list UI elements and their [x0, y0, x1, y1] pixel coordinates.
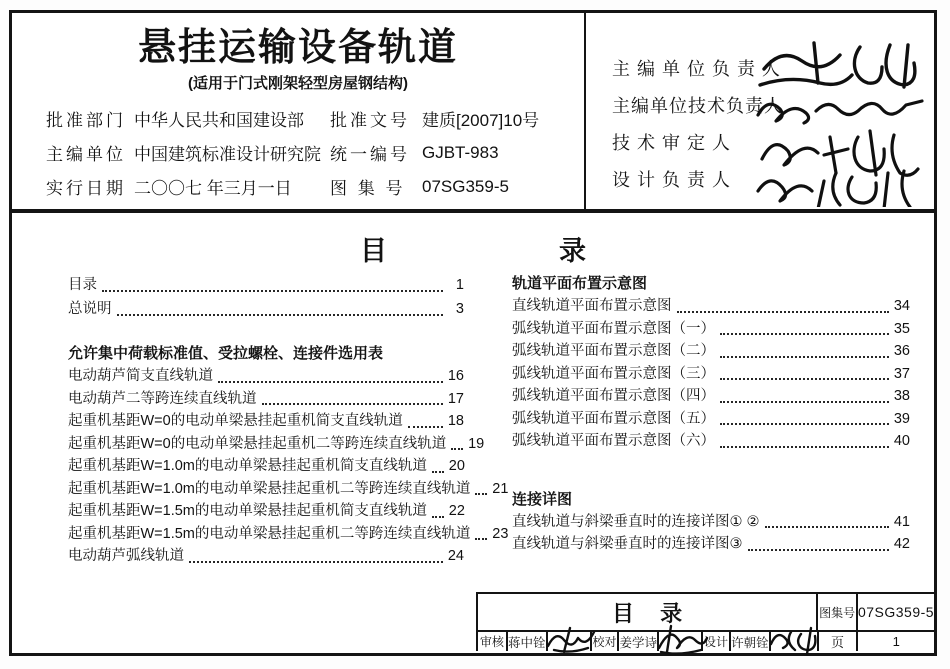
atlas-no-value: 07SG359-5: [856, 594, 934, 630]
toc-item-label: 弧线轨道平面布置示意图（二）: [512, 343, 715, 359]
page-no-label: 页: [817, 632, 857, 651]
dot-leader: [451, 448, 463, 450]
dot-leader: [720, 356, 889, 358]
dot-leader: [677, 311, 890, 313]
toc-item: [512, 533, 910, 556]
toc-heading-char: 目: [360, 236, 387, 266]
dot-leader: [475, 538, 487, 540]
toc-item: [68, 523, 509, 546]
toc-item: [512, 430, 910, 453]
dot-leader: [262, 403, 444, 405]
toc-item-label: 电动葫芦弧线轨道: [68, 548, 184, 564]
toc-item-page: 22: [448, 503, 465, 519]
official-role: 主 编 单 位 负 责 人: [612, 58, 782, 79]
toc-item-page: 21: [492, 480, 509, 497]
dot-leader: [218, 381, 443, 383]
reviewer-role-label: 审核: [479, 635, 504, 649]
dot-leader: [720, 401, 889, 403]
cover-header-left: [12, 13, 584, 209]
toc-item: [512, 340, 910, 363]
dot-leader: [408, 426, 443, 428]
toc-item: [68, 455, 464, 478]
toc-item-page: 18: [447, 413, 464, 429]
toc-item-label: 目录: [68, 277, 97, 293]
approval-info: [12, 102, 584, 204]
toc-item-label: 直线轨道平面布置示意图: [512, 298, 672, 314]
atlas-no-label: 图集号: [816, 594, 856, 630]
toc-item-label: 起重机基距W=1.5m的电动单梁悬挂起重机简支直线轨道: [68, 503, 427, 519]
toc-item: [68, 410, 464, 433]
toc-item-page: 20: [448, 458, 465, 474]
toc-item-page: 17: [447, 390, 464, 407]
cover-header: [12, 13, 934, 213]
signature-scribble: [758, 171, 910, 207]
drawing-titleblock: [476, 592, 934, 651]
cover-header-right: [586, 13, 934, 209]
info-value: 二〇〇七 年三月一日: [134, 179, 292, 199]
dot-leader: [765, 526, 889, 528]
dot-leader: [189, 561, 443, 563]
toc-item-label: 电动葫芦二等跨连续直线轨道: [68, 390, 257, 407]
toc-item: [68, 273, 464, 297]
page-no-value: 1: [856, 632, 934, 651]
toc-item: [68, 433, 485, 456]
info-label: 实行日期: [46, 179, 126, 199]
dot-leader: [720, 423, 889, 425]
toc-item-page: 42: [893, 536, 910, 552]
toc-item-page: 3: [455, 301, 464, 317]
toc-item: [512, 295, 910, 318]
toc-heading-char: 录: [559, 236, 586, 266]
info-row: [12, 136, 584, 170]
info-label: 统一编号: [330, 145, 410, 165]
toc-column-right: [512, 273, 910, 556]
toc-item-page: 37: [893, 365, 910, 382]
info-label: 批准文号: [330, 111, 410, 131]
toc-item-label: 直线轨道与斜梁垂直时的连接详图① ②: [512, 513, 760, 530]
toc-item-page: 1: [455, 277, 464, 293]
toc-item: [68, 478, 509, 501]
toc-item-label: 弧线轨道平面布置示意图（三）: [512, 365, 715, 382]
signature-scribble: [760, 43, 915, 87]
toc-item: [68, 500, 464, 523]
dot-leader: [475, 493, 487, 495]
toc-item-page: 16: [447, 368, 464, 384]
toc-section-title: 允许集中荷载标准值、受拉螺栓、连接件选用表: [68, 345, 384, 362]
dot-leader: [748, 549, 890, 551]
signature-scribble: [655, 624, 709, 656]
reviewer-signature: [546, 632, 590, 651]
toc-item-page: 41: [893, 513, 910, 530]
toc-item-page: 39: [893, 410, 910, 427]
titleblock-row-bottom: [478, 632, 934, 651]
info-value: GJBT-983: [422, 142, 499, 162]
designer-role-label: 设计: [701, 632, 729, 651]
sheet-title: 目 录: [612, 600, 693, 626]
info-label: 主编单位: [46, 145, 126, 165]
reviewer-name: 蒋中铨: [506, 632, 546, 651]
toc-item-label: 电动葫芦简支直线轨道: [68, 368, 213, 384]
toc-item: [512, 511, 910, 534]
dot-leader: [720, 378, 889, 380]
toc-item-page: 35: [893, 320, 910, 337]
page-title: 悬挂运输设备轨道: [137, 27, 458, 69]
checker-role-label: 校对: [590, 632, 618, 651]
info-value: 建质[2007]10号: [422, 111, 540, 131]
signature-scribble: [544, 624, 598, 656]
info-value: 07SG359-5: [422, 176, 509, 196]
info-row: [12, 170, 584, 204]
toc-item: [512, 385, 910, 408]
toc-item-page: 23: [492, 525, 509, 542]
toc-item: [512, 363, 910, 386]
page-subtitle: (适用于门式刚架轻型房屋钢结构): [188, 74, 408, 92]
toc-item-page: 34: [893, 298, 910, 314]
signatures-handwritten: [752, 29, 928, 207]
signature-scribble: [762, 131, 918, 175]
toc-item-label: 起重机基距W=1.5m的电动单梁悬挂起重机二等跨连续直线轨道: [68, 525, 471, 542]
toc-item: [512, 408, 910, 431]
toc-item: [68, 545, 464, 568]
dot-leader: [720, 333, 889, 335]
toc-item: [68, 297, 464, 321]
toc-item-label: 弧线轨道平面布置示意图（六）: [512, 433, 715, 449]
official-role: 技 术 审 定 人: [612, 132, 732, 153]
toc-item: [68, 365, 464, 388]
toc-item-label: 弧线轨道平面布置示意图（四）: [512, 388, 715, 404]
designer-signature: [769, 632, 817, 651]
toc-item-page: 40: [893, 433, 910, 449]
toc-item-label: 起重机基距W=1.0m的电动单梁悬挂起重机简支直线轨道: [68, 458, 427, 474]
toc-body: [12, 213, 934, 651]
info-row: [12, 102, 584, 136]
document-page: [9, 10, 937, 656]
toc-item-label: 起重机基距W=0的电动单梁悬挂起重机简支直线轨道: [68, 413, 403, 429]
toc-heading: [12, 213, 934, 265]
toc-item-label: 弧线轨道平面布置示意图（一）: [512, 320, 715, 337]
toc-item-label: 直线轨道与斜梁垂直时的连接详图③: [512, 536, 743, 552]
toc-item-label: 起重机基距W=1.0m的电动单梁悬挂起重机二等跨连续直线轨道: [68, 480, 471, 497]
official-role: 主编单位技术负责人: [612, 95, 783, 116]
dot-leader: [117, 314, 444, 316]
toc-item-label: 总说明: [68, 301, 112, 317]
toc-section-title: 连接详图: [512, 490, 573, 508]
dot-leader: [102, 290, 443, 292]
checker-name: 姜学诗: [617, 632, 657, 651]
toc-item: [512, 318, 910, 341]
toc-item-page: 24: [447, 548, 464, 564]
toc-item-page: 36: [893, 343, 910, 359]
toc-item: [68, 388, 464, 411]
toc-column-left: [68, 273, 509, 568]
toc-item-page: 38: [893, 388, 910, 404]
toc-item-label: 起重机基距W=0的电动单梁悬挂起重机二等跨连续直线轨道: [68, 435, 447, 452]
dot-leader: [720, 446, 889, 448]
designer-name: 许朝铨: [729, 632, 769, 651]
dot-leader: [432, 516, 444, 518]
info-value: 中华人民共和国建设部: [134, 111, 304, 131]
toc-section-title: 轨道平面布置示意图: [512, 275, 648, 292]
info-label: 图 集 号: [330, 179, 406, 199]
signature-scribble: [767, 624, 821, 656]
info-value: 中国建筑标准设计研究院: [134, 145, 321, 165]
toc-item-page: 19: [468, 435, 485, 452]
official-role: 设 计 负 责 人: [612, 169, 732, 190]
dot-leader: [432, 471, 444, 473]
signature-scribble: [758, 101, 922, 123]
checker-signature: [657, 632, 701, 651]
info-label: 批准部门: [46, 111, 126, 131]
toc-item-label: 弧线轨道平面布置示意图（五）: [512, 410, 715, 427]
